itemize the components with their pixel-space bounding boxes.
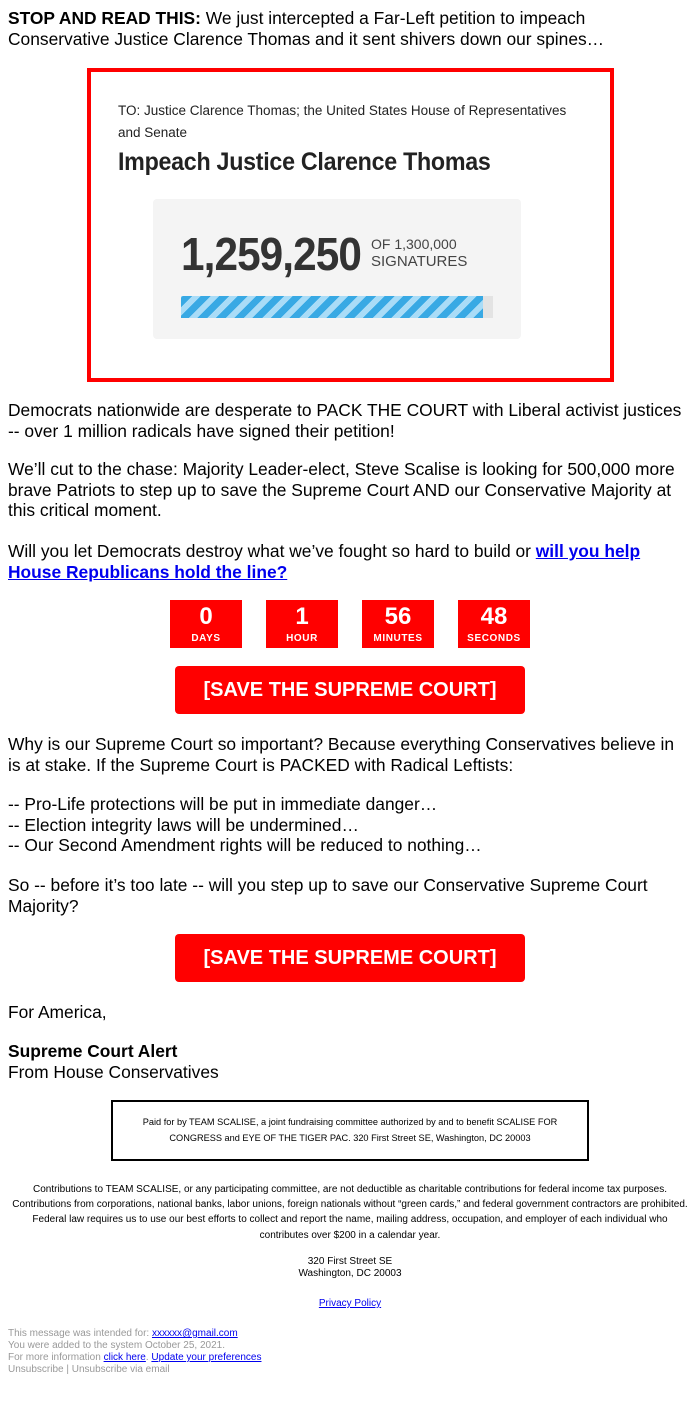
petition-image — [87, 68, 614, 382]
intro-bold: STOP AND READ THIS: — [8, 8, 201, 28]
list-item: -- Pro-Life protections will be put in immediate danger… — [8, 794, 438, 814]
footer-separator: . — [145, 1352, 152, 1363]
hold-line-link[interactable]: will you help House Republicans hold the line? — [8, 541, 641, 582]
paragraph-scalise: We’ll cut to the chase: Majority Leader-elect, Steve Scalise is looking for 500,000 more brave Patriots to step up to save the Supreme Court AND our Conservative Majority at this critical moment. — [8, 459, 675, 520]
paid-for-disclaimer-box — [111, 1100, 589, 1161]
countdown-minutes — [362, 600, 434, 648]
petition-recipients: TO: Justice Clarence Thomas; the United States House of Representatives and Senate — [118, 103, 567, 140]
update-preferences-link[interactable]: Update your preferences — [151, 1352, 262, 1363]
countdown-minutes-value: 56 — [384, 603, 412, 630]
footer-more-text: For more information — [8, 1352, 104, 1363]
contribution-legal-notice: Contributions to TEAM SCALISE, or any participating committee, are not deductible as charitable contributions for federal income tax purposes. Contributions from corporations, national banks, labor unions, foreign nationals without “green cards,” and federal government contractors are prohibited. Federal law requires us to use our best efforts to collect and report the name, mailing address, occupation, and employer of each individual who contributes over $200 in a calendar year. — [12, 1184, 688, 1241]
signoff-closing: For America, — [8, 1002, 107, 1022]
unsubscribe-email-link[interactable]: Unsubscribe via email — [71, 1364, 170, 1375]
paragraph-before-too-late: So -- before it’s too late -- will you step up to save our Conservative Supreme Court Majority? — [8, 875, 648, 916]
footer-added-line: You were added to the system October 25, 2021. — [8, 1340, 225, 1351]
signoff-org: From House Conservatives — [8, 1061, 219, 1082]
signoff-name: Supreme Court Alert — [8, 1041, 178, 1061]
privacy-policy-link[interactable]: Privacy Policy — [318, 1298, 382, 1309]
signature-goal-label: SIGNATURES — [371, 253, 468, 270]
consequences-list — [8, 794, 688, 856]
signature-count: 1,259,250 — [181, 228, 362, 280]
list-item: -- Our Second Amendment rights will be reduced to nothing… — [8, 835, 482, 855]
signature-progress-bar — [181, 296, 493, 318]
countdown-days — [170, 600, 242, 648]
footer-intended-text: This message was intended for: — [8, 1328, 152, 1339]
countdown-days-value: 0 — [199, 603, 213, 630]
signature-goal — [371, 235, 467, 271]
intro-paragraph — [8, 8, 688, 49]
recipient-email-link[interactable]: xxxxxx@gmail.com — [151, 1328, 238, 1339]
address-line-1: 320 First Street SE — [307, 1256, 393, 1267]
countdown-hours-value: 1 — [295, 603, 309, 630]
countdown-seconds — [458, 600, 530, 648]
footer-more-info-line — [8, 1352, 261, 1364]
footer-intended-line — [8, 1328, 261, 1340]
hold-line-text: Will you let Democrats destroy what we’ve fought so hard to build or — [8, 541, 536, 561]
footer-unsubscribe-line — [8, 1364, 261, 1376]
list-item: -- Election integrity laws will be undermined… — [8, 814, 359, 835]
countdown-minutes-label: MINUTES — [373, 633, 423, 644]
address-line-2: Washington, DC 20003 — [298, 1268, 402, 1279]
paid-for-disclaimer: Paid for by TEAM SCALISE, a joint fundraising committee authorized by and to benefit SCALISE FOR CONGRESS and EYE OF THE TIGER PAC. 320 First Street SE, Washington, DC 20003 — [142, 1117, 558, 1143]
signature-counter — [153, 199, 521, 339]
countdown-timer — [0, 600, 700, 648]
email-footer — [8, 1328, 261, 1376]
paragraph-pack-court: Democrats nationwide are desperate to PACK THE COURT with Liberal activist justices -- over 1 million radicals have signed their petition! — [8, 400, 682, 441]
paragraph-why-important: Why is our Supreme Court so important? Because everything Conservatives believe in is at stake. If the Supreme Court is PACKED with Radical Leftists: — [8, 734, 674, 775]
paragraph-hold-line — [8, 541, 688, 582]
intro-text: We just intercepted a Far-Left petition to impeach Conservative Justice Clarence Thomas and it sent shivers down our spines… — [8, 8, 605, 49]
footer-pipe: | — [63, 1364, 72, 1375]
countdown-hours-label: HOUR — [286, 633, 318, 644]
countdown-seconds-value: 48 — [480, 603, 508, 630]
countdown-hours — [266, 600, 338, 648]
countdown-days-label: DAYS — [191, 633, 221, 644]
signoff-signature — [8, 1041, 688, 1082]
signature-goal-number: OF 1,300,000 — [371, 236, 457, 252]
privacy-policy-row — [0, 1298, 700, 1309]
mailing-address — [0, 1256, 700, 1280]
save-supreme-court-button-2[interactable]: [SAVE THE SUPREME COURT] — [175, 934, 525, 982]
click-here-link[interactable]: click here — [103, 1352, 146, 1363]
signature-progress-fill — [181, 296, 483, 318]
save-supreme-court-button[interactable]: [SAVE THE SUPREME COURT] — [175, 666, 525, 714]
petition-title: Impeach Justice Clarence Thomas — [118, 148, 491, 176]
countdown-seconds-label: SECONDS — [467, 633, 521, 644]
unsubscribe-link[interactable]: Unsubscribe — [8, 1364, 64, 1375]
